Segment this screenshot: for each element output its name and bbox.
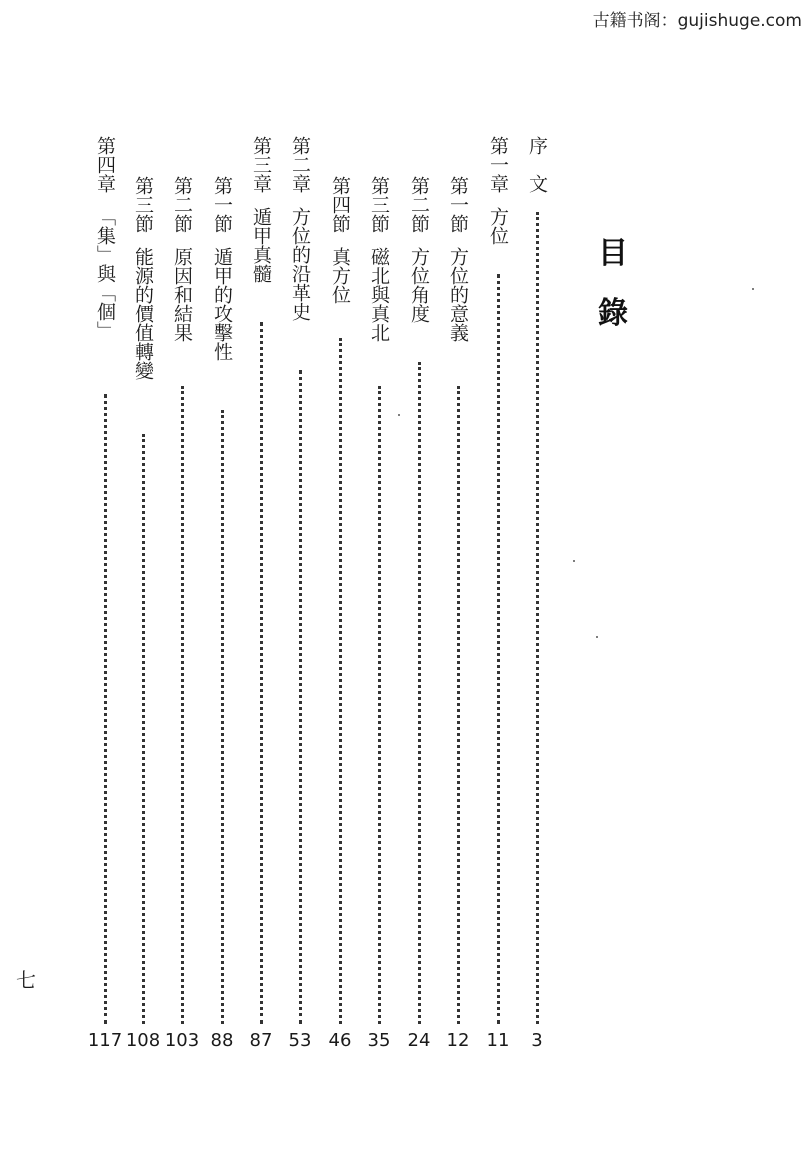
toc-entry-text	[244, 136, 278, 283]
toc-entry-title: 原因和結果	[171, 247, 193, 342]
toc-leader-dots	[221, 410, 224, 1024]
toc-entry-text	[441, 176, 475, 342]
toc-entry-page-number: 108	[125, 1030, 161, 1051]
toc-entry-text	[362, 176, 396, 342]
toc-entry-ch2[interactable]	[283, 0, 317, 1174]
paper-speck	[752, 288, 754, 290]
toc-entry-page-number: 24	[407, 1030, 431, 1051]
toc-entry-text	[520, 136, 554, 193]
toc-entry-page-number: 103	[164, 1030, 200, 1051]
paper-speck	[573, 560, 575, 562]
toc-entry-page-number: 12	[446, 1030, 470, 1051]
toc-entry-text	[165, 176, 199, 342]
toc-entry-ch1-s1[interactable]	[441, 0, 475, 1174]
toc-entry-title: 遁甲真髓	[250, 207, 272, 283]
toc-leader-dots	[536, 212, 539, 1024]
toc-entry-chapter: 第一節	[447, 176, 469, 233]
toc-entry-page-number: 53	[288, 1030, 312, 1051]
toc-entry-page-number: 88	[210, 1030, 234, 1051]
toc-entry-text	[283, 136, 317, 321]
toc-entry-text	[88, 136, 122, 340]
toc-entry-page-number: 117	[87, 1030, 123, 1051]
toc-entry-ch1-s3[interactable]	[362, 0, 396, 1174]
page-folio: 七	[16, 968, 36, 992]
toc-entry-chapter: 第三節	[368, 176, 390, 233]
toc-entry-chapter: 第三章	[250, 136, 272, 193]
paper-speck	[398, 414, 400, 416]
toc-leader-dots	[339, 338, 342, 1024]
toc-entry-page-number: 3	[531, 1030, 543, 1051]
toc-entry-ch3-s3[interactable]	[126, 0, 160, 1174]
toc-leader-dots	[457, 386, 460, 1024]
toc-entry-title: 遁甲的攻擊性	[211, 247, 233, 361]
toc-entry-preface[interactable]	[520, 0, 554, 1174]
toc-leader-dots	[378, 386, 381, 1024]
toc-entry-title: 「集」與「個」	[94, 207, 116, 340]
toc-entry-chapter: 第二節	[408, 176, 430, 233]
toc-entry-page-number: 87	[249, 1030, 273, 1051]
toc-entry-title: 方位的意義	[447, 247, 469, 342]
toc-entry-ch3-s1[interactable]	[205, 0, 239, 1174]
toc-leader-dots	[104, 394, 107, 1024]
toc-entry-chapter: 第四節	[329, 176, 351, 233]
toc-entry-ch1[interactable]	[481, 0, 515, 1174]
toc-leader-dots	[418, 362, 421, 1024]
toc-entry-title: 磁北與真北	[368, 247, 390, 342]
toc-entry-title: 方位的沿革史	[289, 207, 311, 321]
toc-entry-ch1-s4[interactable]	[323, 0, 357, 1174]
toc-title-char-2: 錄	[598, 296, 628, 331]
toc-title-char-1: 目	[598, 236, 628, 271]
toc-entry-chapter: 第二節	[171, 176, 193, 233]
toc-entry-text	[205, 176, 239, 361]
toc-entry-chapter: 第三節	[132, 176, 154, 233]
toc-entry-ch3[interactable]	[244, 0, 278, 1174]
toc-entry-chapter: 第一節	[211, 176, 233, 233]
toc-entry-page-number: 35	[367, 1030, 391, 1051]
toc-entry-title: 真方位	[329, 247, 351, 304]
toc-entry-chapter: 第四章	[94, 136, 116, 193]
toc-leader-dots	[299, 370, 302, 1024]
toc-entry-page-number: 46	[328, 1030, 352, 1051]
watermark: 古籍书阁：gujishuge.com	[592, 11, 802, 31]
paper-speck	[596, 636, 598, 638]
toc-entry-ch4[interactable]	[88, 0, 122, 1174]
toc-entry-text	[323, 176, 357, 304]
toc-leader-dots	[260, 322, 263, 1024]
toc-leader-dots	[181, 386, 184, 1024]
toc-entry-title: 方位	[487, 207, 509, 245]
toc-entry-title: 序 文	[526, 136, 548, 193]
toc-entry-ch1-s2[interactable]	[402, 0, 436, 1174]
toc-entry-text	[402, 176, 436, 323]
toc-entry-text	[126, 176, 160, 380]
toc-entry-title: 方位角度	[408, 247, 430, 323]
toc-entry-title: 能源的價值轉變	[132, 247, 154, 380]
toc-entry-ch3-s2[interactable]	[165, 0, 199, 1174]
toc-leader-dots	[142, 434, 145, 1024]
toc-entry-chapter: 第二章	[289, 136, 311, 193]
toc-entry-text	[481, 136, 515, 245]
toc-leader-dots	[497, 274, 500, 1024]
toc-entry-page-number: 11	[486, 1030, 510, 1051]
toc-entry-chapter: 第一章	[487, 136, 509, 193]
